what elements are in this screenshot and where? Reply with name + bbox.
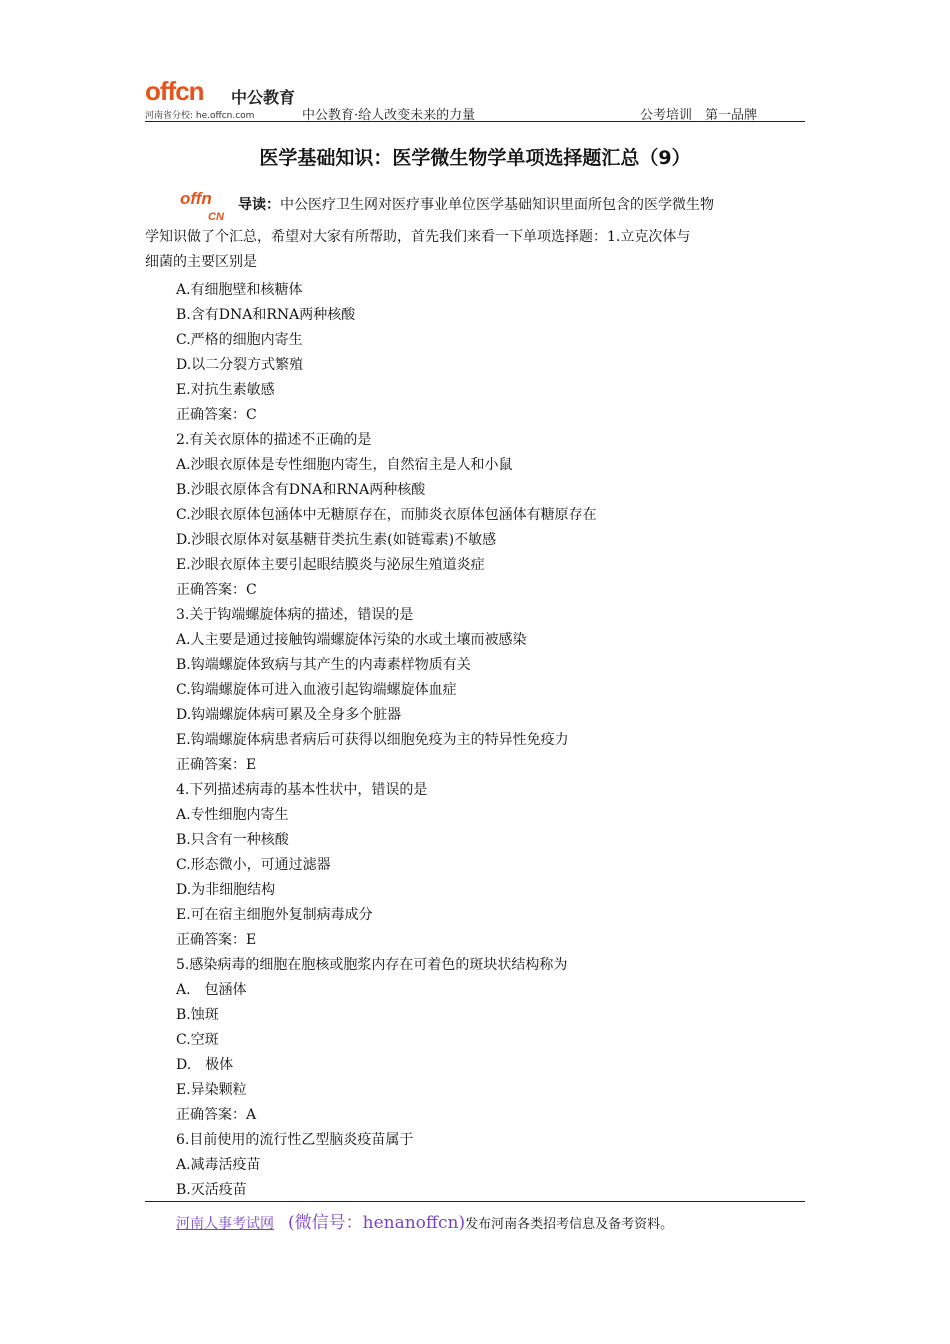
badge-main-text: offn [180,189,212,208]
list-item: 3.关于钩端螺旋体病的描述，错误的是 [176,607,414,623]
list-item: 6.目前使用的流行性乙型脑炎疫苗属于 [176,1132,414,1148]
badge-sub-text: CN [208,211,224,223]
header-divider [145,121,805,122]
list-item: D.为非细胞结构 [176,882,276,898]
list-item: A.有细胞壁和核糖体 [176,282,303,298]
list-item: 正确答案：C [176,407,257,423]
list-item: A. 包涵体 [176,982,247,998]
offcn-badge-icon [178,187,238,223]
list-item: A.专性细胞内寄生 [176,807,289,823]
page-footer [176,1208,805,1233]
question-list [176,278,805,1203]
footer-wechat-id: (微信号：henanoffcn) [288,1213,466,1233]
logo-wordmark: offcn [145,76,204,106]
list-item: 正确答案：E [176,757,257,773]
list-item: D.钩端螺旋体病可累及全身多个脏器 [176,707,402,723]
list-item: B.钩端螺旋体致病与其产生的内毒素样物质有关 [176,657,471,673]
page-header [145,68,805,124]
list-item: E.对抗生素敏感 [176,382,275,398]
list-item: 4.下列描述病毒的基本性状中，错误的是 [176,782,428,798]
list-item: 正确答案：C [176,582,257,598]
footer-note: 发布河南各类招考信息及备考资料。 [465,1217,674,1232]
intro-paragraph [145,187,805,275]
header-tagline: 公考培训 第一品牌 [640,108,758,123]
intro-line-1: 中公医疗卫生网对医疗事业单位医学基础知识里面所包含的医学微生物 [280,197,714,213]
list-item: B.灭活疫苗 [176,1182,247,1198]
list-item: B.含有DNA和RNA两种核酸 [176,307,356,323]
list-item: E.钩端螺旋体病患者病后可获得以细胞免疫为主的特异性免疫力 [176,732,569,748]
list-item: B.沙眼衣原体含有DNA和RNA两种核酸 [176,482,426,498]
list-item: E.沙眼衣原体主要引起眼结膜炎与泌尿生殖道炎症 [176,557,485,573]
header-slogan: 中公教育·给人改变未来的力量 [302,108,476,123]
list-item: D. 极体 [176,1057,234,1073]
footer-divider [145,1201,805,1202]
logo-chinese-name: 中公教育 [231,88,296,107]
list-item: B.只含有一种核酸 [176,832,289,848]
list-item: 5.感染病毒的细胞在胞核或胞浆内存在可着色的斑块状结构称为 [176,957,568,973]
intro-line-2: 学知识做了个汇总，希望对大家有所帮助，首先我们来看一下单项选择题：1.立克次体与 [145,229,691,245]
list-item: C.严格的细胞内寄生 [176,332,303,348]
list-item: B.蚀斑 [176,1007,219,1023]
offcn-logo [145,76,295,106]
list-item: A.人主要是通过接触钩端螺旋体污染的水或土壤而被感染 [176,632,527,648]
list-item: A.沙眼衣原体是专性细胞内寄生，自然宿主是人和小鼠 [176,457,513,473]
intro-line-3: 细菌的主要区别是 [145,254,257,270]
page-title: 医学基础知识：医学微生物学单项选择题汇总（9） [259,147,691,169]
list-item: C.空斑 [176,1032,219,1048]
list-item: 2.有关衣原体的描述不正确的是 [176,432,372,448]
list-item: C.沙眼衣原体包涵体中无糖原存在，而肺炎衣原体包涵体有糖原存在 [176,507,597,523]
list-item: 正确答案：E [176,932,257,948]
intro-label: 导读： [238,197,280,213]
list-item: D.沙眼衣原体对氨基糖苷类抗生素(如链霉素)不敏感 [176,532,497,548]
list-item: E.可在宿主细胞外复制病毒成分 [176,907,373,923]
list-item: C.钩端螺旋体可进入血液引起钩端螺旋体血症 [176,682,457,698]
list-item: D.以二分裂方式繁殖 [176,357,304,373]
list-item: 正确答案：A [176,1107,257,1123]
footer-site-link[interactable]: 河南人事考试网 [176,1216,274,1232]
list-item: C.形态微小，可通过滤器 [176,857,331,873]
branch-url: 河南省分校: he.offcn.com [145,111,255,121]
list-item: E.异染颗粒 [176,1082,247,1098]
list-item: A.减毒活疫苗 [176,1157,261,1173]
